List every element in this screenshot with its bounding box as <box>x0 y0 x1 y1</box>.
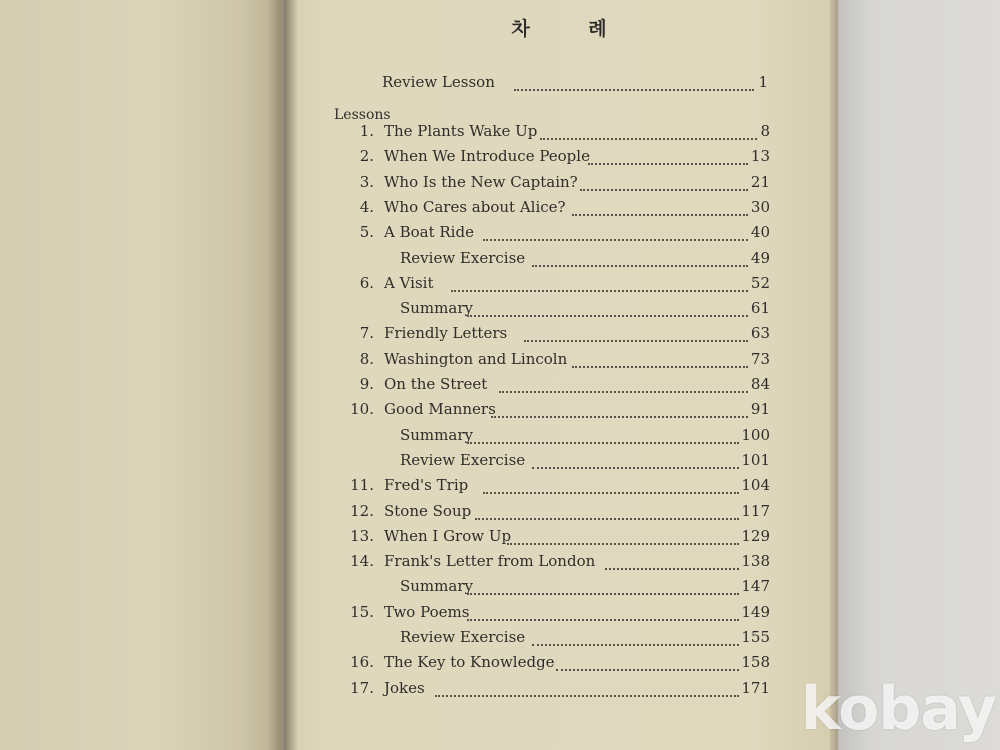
toc-entry-page: 147 <box>741 577 770 595</box>
toc-entry-label: The Plants Wake Up <box>384 122 538 140</box>
toc-entry-number: 7. <box>359 324 374 342</box>
toc-entry-label: Summary <box>400 577 473 595</box>
leader-dots <box>556 653 739 671</box>
toc-entry-page: 155 <box>741 628 770 646</box>
toc-entry-number: 6. <box>359 274 374 292</box>
toc-entry-number: 12. <box>350 502 374 520</box>
toc-entry-number: 5. <box>359 223 374 241</box>
toc-entry-row <box>286 628 834 648</box>
toc-entry-row <box>286 223 834 243</box>
leader-dots <box>499 375 748 393</box>
toc-entry-number: 4. <box>359 198 374 216</box>
toc-entry-page: 21 <box>750 173 770 191</box>
leader-dots <box>475 502 739 520</box>
toc-entry-row <box>286 350 834 370</box>
toc-entry-row <box>286 527 834 547</box>
toc-entry-label: Who Is the New Captain? <box>384 173 578 191</box>
toc-heading: 차 례 <box>511 18 609 40</box>
toc-entry-page: 91 <box>750 400 770 418</box>
toc-entry-row <box>286 400 834 420</box>
book-gutter <box>268 0 298 750</box>
lessons-section-label: Lessons <box>334 107 391 123</box>
leader-dots <box>572 198 748 216</box>
toc-entry-page: 84 <box>750 375 770 393</box>
toc-entry-number: 13. <box>350 527 374 545</box>
toc-entry-label: On the Street <box>384 375 488 393</box>
toc-entry-label: Review Exercise <box>400 249 526 267</box>
toc-entry-page: 49 <box>750 249 770 267</box>
toc-entry-page: 13 <box>750 147 770 165</box>
toc-entry-label: When We Introduce People <box>384 147 590 165</box>
toc-entry-number: 11. <box>350 476 374 494</box>
toc-entry-number: 1. <box>359 122 374 140</box>
toc-entry-number: 16. <box>350 653 374 671</box>
toc-entry-page: 149 <box>741 603 770 621</box>
leader-dots <box>532 628 740 646</box>
toc-entry-row <box>286 173 834 193</box>
left-page <box>0 0 282 750</box>
toc-entry-number: 2. <box>359 147 374 165</box>
leader-dots <box>524 324 748 342</box>
leader-dots <box>435 679 740 697</box>
leader-dots <box>588 147 748 165</box>
toc-entry-label: Stone Soup <box>384 502 472 520</box>
toc-entry-row <box>286 324 834 344</box>
toc-entry-label: Review Exercise <box>400 451 526 469</box>
table-surface <box>820 0 1000 750</box>
leader-dots <box>532 451 740 469</box>
toc-entry-row <box>286 375 834 395</box>
review-lesson-row <box>286 73 834 93</box>
toc-entry-label: Washington and Lincoln <box>384 350 568 368</box>
toc-entry-row <box>286 653 834 673</box>
toc-entry-page: 1 <box>758 73 768 91</box>
toc-entry-label: Who Cares about Alice? <box>384 198 566 216</box>
leader-dots <box>605 552 739 570</box>
toc-entry-label: Summary <box>400 299 473 317</box>
leader-dots <box>483 223 748 241</box>
leader-dots <box>532 249 749 267</box>
toc-entry-number: 14. <box>350 552 374 570</box>
toc-entry-label: Review Lesson <box>382 73 495 91</box>
toc-entry-label: Review Exercise <box>400 628 526 646</box>
leader-dots <box>572 350 748 368</box>
toc-entry-label: Summary <box>400 426 473 444</box>
toc-entry-label: Fred's Trip <box>384 476 469 494</box>
toc-entry-page: 101 <box>741 451 770 469</box>
toc-entry-row <box>286 476 834 496</box>
toc-entry-label: Good Manners <box>384 400 496 418</box>
toc-entry-row <box>286 552 834 572</box>
leader-dots <box>483 476 739 494</box>
toc-entry-page: 30 <box>750 198 770 216</box>
toc-entry-number: 3. <box>359 173 374 191</box>
toc-entry-label: Frank's Letter from London <box>384 552 596 570</box>
toc-entry-row <box>286 679 834 699</box>
toc-entry-page: 40 <box>750 223 770 241</box>
toc-entry-page: 73 <box>750 350 770 368</box>
leader-dots <box>467 299 748 317</box>
toc-entry-row <box>286 147 834 167</box>
toc-entry-page: 100 <box>741 426 770 444</box>
leader-dots <box>451 274 748 292</box>
leader-dots <box>467 603 739 621</box>
toc-entry-page: 52 <box>750 274 770 292</box>
toc-entry-page: 138 <box>741 552 770 570</box>
page-edge <box>830 0 838 750</box>
toc-entry-row <box>286 502 834 522</box>
table-of-contents <box>286 0 834 750</box>
leader-dots <box>514 73 754 91</box>
toc-entry-row <box>286 603 834 623</box>
toc-entry-page: 158 <box>741 653 770 671</box>
toc-entry-page: 171 <box>741 679 770 697</box>
toc-entry-row <box>286 274 834 294</box>
toc-entry-number: 10. <box>350 400 374 418</box>
toc-entry-label: When I Grow Up <box>384 527 512 545</box>
leader-dots <box>491 400 748 418</box>
toc-entry-label: A Boat Ride <box>384 223 474 241</box>
toc-entry-page: 117 <box>741 502 770 520</box>
toc-entry-page: 8 <box>760 122 770 140</box>
right-page <box>286 0 834 750</box>
toc-entry-page: 63 <box>750 324 770 342</box>
toc-entry-label: Jokes <box>384 679 425 697</box>
toc-entry-number: 9. <box>359 375 374 393</box>
toc-entry-page: 104 <box>741 476 770 494</box>
leader-dots <box>507 527 739 545</box>
toc-entry-number: 17. <box>350 679 374 697</box>
toc-entry-number: 15. <box>350 603 374 621</box>
toc-entry-label: The Key to Knowledge <box>384 653 555 671</box>
toc-entry-row <box>286 198 834 218</box>
toc-entry-row <box>286 249 834 269</box>
watermark-logo: kobay <box>800 674 996 744</box>
toc-entry-label: Two Poems <box>384 603 470 621</box>
toc-entry-label: A Visit <box>384 274 434 292</box>
leader-dots <box>467 577 739 595</box>
toc-entry-row <box>286 299 834 319</box>
toc-entry-label: Friendly Letters <box>384 324 508 342</box>
toc-entry-number: 8. <box>359 350 374 368</box>
toc-entry-row <box>286 451 834 471</box>
toc-entry-row <box>286 577 834 597</box>
toc-entry-page: 129 <box>741 527 770 545</box>
toc-entry-row <box>286 426 834 446</box>
leader-dots <box>467 426 739 444</box>
leader-dots <box>540 122 757 140</box>
toc-entry-row <box>286 122 834 142</box>
toc-entry-page: 61 <box>750 299 770 317</box>
leader-dots <box>580 173 748 191</box>
